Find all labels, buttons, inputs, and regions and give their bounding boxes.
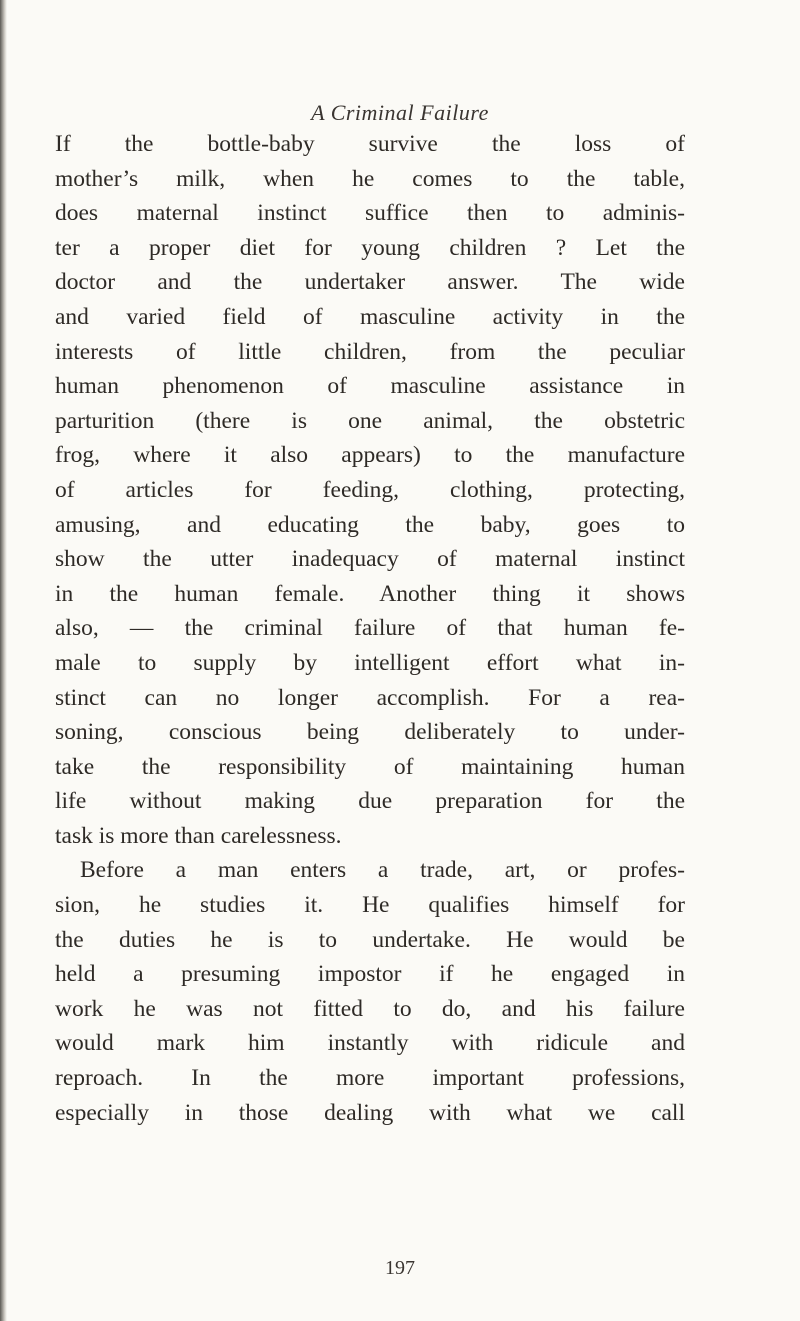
text-line: soning, conscious being deliberately to under- [55, 719, 685, 746]
text-line: show the utter inadequacy of maternal instinct [55, 546, 685, 573]
page-binding-edge [0, 0, 7, 1321]
text-line: held a presuming impostor if he engaged in [55, 961, 685, 988]
text-line: doctor and the undertaker answer. The wide [55, 269, 685, 296]
text-line: amusing, and educating the baby, goes to [55, 511, 685, 538]
body-text [55, 127, 685, 1130]
text-line: work he was not fitted to do, and his failure [55, 995, 685, 1022]
text-line: human phenomenon of masculine assistance in [55, 373, 685, 400]
text-line: frog, where it also appears) to the manufacture [55, 442, 685, 469]
running-head: A Criminal Failure [311, 100, 489, 125]
text-line: sion, he studies it. He qualifies himself for [55, 892, 685, 919]
page-number: 197 [385, 1257, 415, 1279]
text-line: male to supply by intelligent effort what in- [55, 649, 685, 676]
text-line: reproach. In the more important professions, [55, 1065, 685, 1092]
text-line: mother’s milk, when he comes to the table, [55, 165, 685, 192]
text-line: of articles for feeding, clothing, protecting, [55, 476, 685, 503]
text-line: Before a man enters a trade, art, or profes- [80, 857, 685, 884]
text-line: and varied field of masculine activity in the [55, 303, 685, 330]
text-line: task is more than carelessness. [55, 822, 342, 849]
text-line: interests of little children, from the peculiar [55, 338, 685, 365]
text-line: also, — the criminal failure of that human fe- [55, 615, 685, 642]
text-line: If the bottle-baby survive the loss of [55, 131, 685, 157]
text-line: life without making due preparation for the [55, 788, 685, 815]
text-line: take the responsibility of maintaining human [55, 753, 685, 780]
text-line: stinct can no longer accomplish. For a rea- [55, 684, 685, 711]
text-line: the duties he is to undertake. He would be [55, 926, 685, 953]
text-line: especially in those dealing with what we call [55, 1099, 685, 1126]
text-line: parturition (there is one animal, the obstetric [55, 407, 685, 434]
text-line: would mark him instantly with ridicule and [55, 1030, 685, 1057]
text-line: does maternal instinct suffice then to adminis- [55, 200, 685, 227]
text-line: in the human female. Another thing it shows [55, 580, 685, 607]
text-line: ter a proper diet for young children ? Let the [55, 234, 685, 261]
